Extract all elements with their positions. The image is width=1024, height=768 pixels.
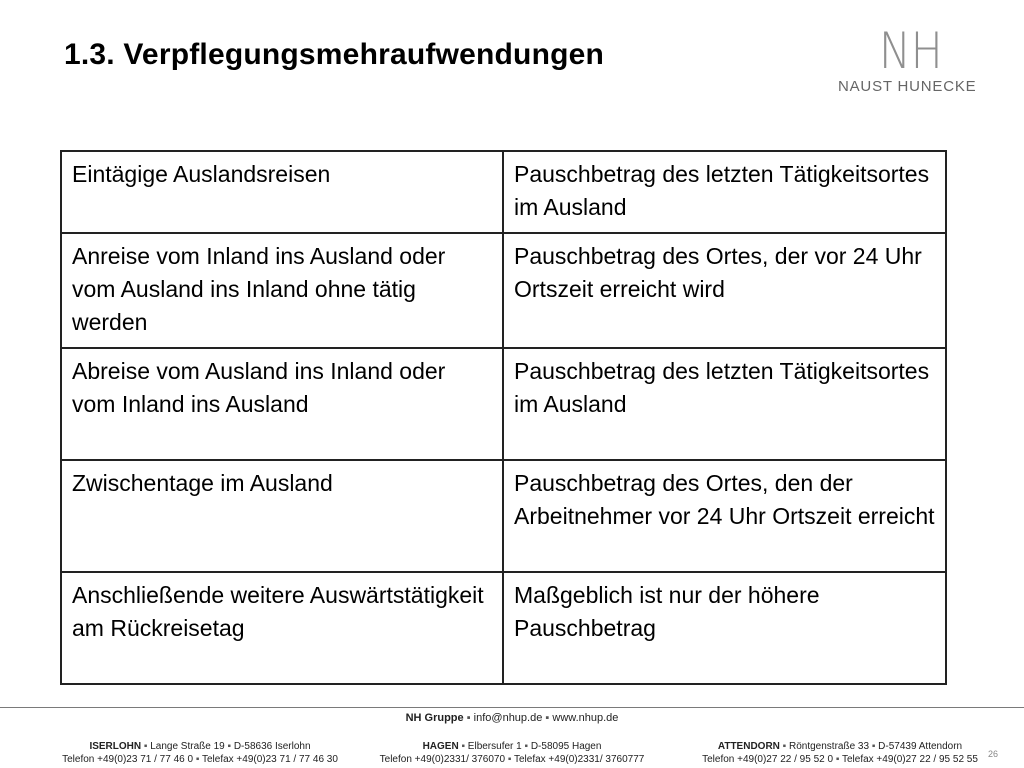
- slide-title: 1.3. Verpflegungsmehraufwendungen: [64, 38, 605, 71]
- table-cell-rule: Maßgeblich ist nur der höhere Pauschbetrag: [503, 572, 946, 684]
- table-cell-situation: Anschließende weitere Auswärtstätigkeit am Rückreisetag: [61, 572, 503, 684]
- table-row: [61, 348, 946, 460]
- office-phone: Telefon +49(0)23 71 / 77 46 0: [62, 754, 194, 765]
- office-fax: Telefax +49(0)23 71 / 77 46 30: [201, 754, 338, 765]
- footer-separator: ▪: [835, 754, 840, 765]
- footer-web[interactable]: www.nhup.de: [552, 712, 619, 724]
- footer-separator: ▪: [524, 741, 529, 752]
- table-cell-situation: Zwischentage im Ausland: [61, 460, 503, 572]
- allowance-rules-table: [60, 150, 947, 685]
- table-row: [61, 460, 946, 572]
- page-number: 26: [988, 749, 999, 759]
- table-cell-situation: Abreise vom Ausland ins Inland oder vom Inland ins Ausland: [61, 348, 503, 460]
- office-fax: Telefax +49(0)27 22 / 95 52 55: [841, 754, 978, 765]
- footer-separator: ▪: [227, 741, 232, 752]
- footer-office-attendorn: [690, 740, 990, 766]
- table-cell-situation: Eintägige Auslandsreisen: [61, 151, 503, 233]
- table-cell-rule: Pauschbetrag des Ortes, den der Arbeitnehmer vor 24 Uhr Ortszeit erreicht: [503, 460, 946, 572]
- logo-name: NAUST HUNECKE: [838, 78, 977, 95]
- office-city: HAGEN: [422, 741, 459, 752]
- office-city: ISERLOHN: [89, 741, 142, 752]
- table-row: [61, 151, 946, 233]
- office-address: Röntgenstraße 33: [789, 741, 870, 752]
- office-zip: D-57439 Attendorn: [878, 741, 963, 752]
- table-cell-situation: Anreise vom Inland ins Ausland oder vom Ausland ins Inland ohne tätig werden: [61, 233, 503, 348]
- table-row: [61, 233, 946, 348]
- table-row: [61, 572, 946, 684]
- footer-office-hagen: [362, 740, 662, 766]
- office-city: ATTENDORN: [717, 741, 780, 752]
- naust-hunecke-logo: [830, 22, 1000, 96]
- logo-mark: NH: [879, 22, 943, 80]
- table-cell-rule: Pauschbetrag des Ortes, der vor 24 Uhr Ortszeit erreicht wird: [503, 233, 946, 348]
- footer-separator: ▪: [195, 754, 200, 765]
- footer-separator: ▪: [782, 741, 787, 752]
- footer-separator: ▪: [143, 741, 148, 752]
- footer-office-iserlohn: [50, 740, 350, 766]
- office-phone: Telefon +49(0)27 22 / 95 52 0: [702, 754, 834, 765]
- footer-separator: ▪: [507, 754, 512, 765]
- office-phone: Telefon +49(0)2331/ 376070: [379, 754, 506, 765]
- footer-separator: ▪: [461, 741, 466, 752]
- table-cell-rule: Pauschbetrag des letzten Tätigkeitsortes im Ausland: [503, 348, 946, 460]
- office-address: Lange Straße 19: [150, 741, 225, 752]
- office-zip: D-58636 Iserlohn: [233, 741, 311, 752]
- footer-separator: ▪: [466, 712, 471, 724]
- footer-separator: ▪: [871, 741, 876, 752]
- office-fax: Telefax +49(0)2331/ 3760777: [513, 754, 645, 765]
- footer-divider: [0, 707, 1024, 708]
- footer-group: NH Gruppe: [405, 712, 464, 724]
- table-cell-rule: Pauschbetrag des letzten Tätigkeitsortes im Ausland: [503, 151, 946, 233]
- office-address: Elbersufer 1: [467, 741, 522, 752]
- footer-contact: [362, 712, 662, 725]
- office-zip: D-58095 Hagen: [530, 741, 602, 752]
- footer-separator: ▪: [545, 712, 550, 724]
- footer-email[interactable]: info@nhup.de: [473, 712, 543, 724]
